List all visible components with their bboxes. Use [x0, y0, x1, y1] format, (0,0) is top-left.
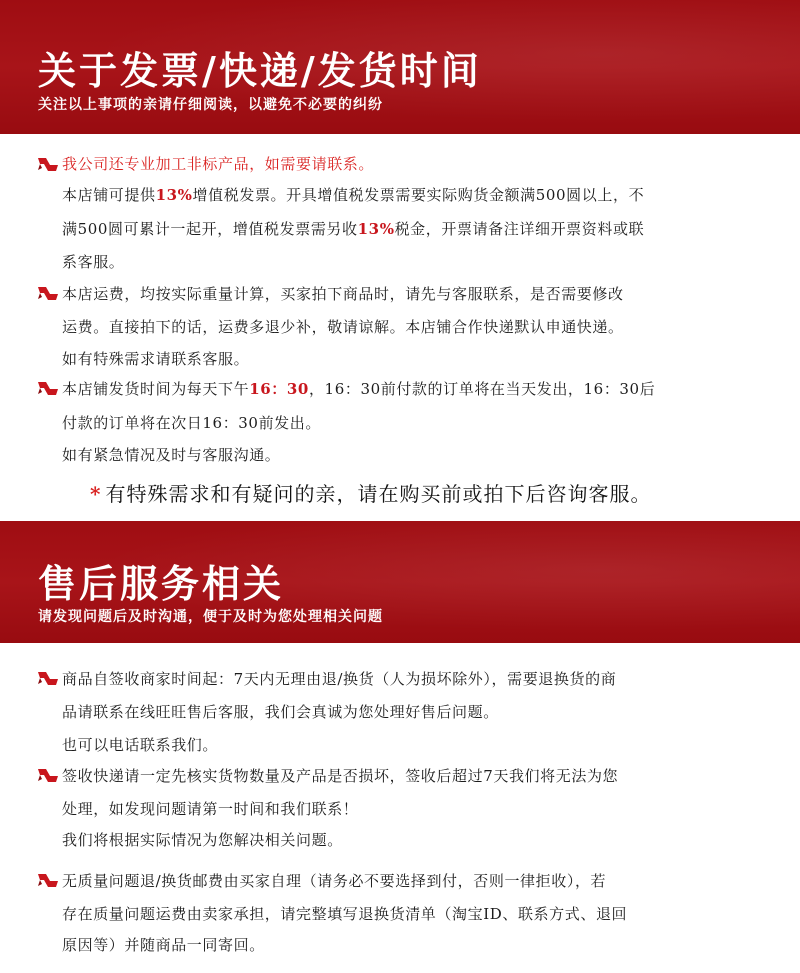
item2-line3: 我们将根据实际情况为您解决相关问题。	[62, 831, 343, 849]
item3-line1: 无质量问题退/换货邮费由买家自理（请务必不要选择到付，否则一律拒收），若	[62, 872, 607, 890]
notice-line	[90, 481, 651, 507]
header-banner-after-sales	[0, 521, 800, 643]
banner-title: 售后服务相关	[38, 561, 285, 606]
banner-title: 关于发票/快递/发货时间	[38, 48, 482, 93]
highlight-rate: 13%	[155, 186, 193, 204]
asterisk: *	[90, 482, 102, 506]
red-ribbon-bullet-icon	[36, 285, 60, 303]
red-ribbon-bullet-icon	[36, 156, 60, 174]
item1-heading: 我公司还专业加工非标产品，如需要请联系。	[62, 155, 375, 173]
item1-line1	[62, 185, 644, 205]
item2-line3: 如有特殊需求请联系客服。	[62, 350, 250, 368]
red-ribbon-bullet-icon	[36, 670, 60, 688]
item3-line2: 付款的订单将在次日16：30前发出。	[62, 414, 321, 432]
item2-line1: 本店运费，均按实际重量计算，买家拍下商品时，请先与客服联系，是否需要修改	[62, 285, 624, 303]
item3-line2: 存在质量问题运费由卖家承担，请完整填写退换货清单（淘宝ID、联系方式、退回	[62, 905, 628, 923]
item3-line1	[62, 379, 655, 399]
red-ribbon-bullet-icon	[36, 872, 60, 890]
item1-line2: 品请联系在线旺旺售后客服，我们会真诚为您处理好售后问题。	[62, 703, 499, 721]
notice-text: 有特殊需求和有疑问的亲，请在购买前或拍下后咨询客服。	[105, 482, 652, 506]
text: ，16：30前付款的订单将在当天发出，16：30后	[308, 380, 656, 398]
red-ribbon-bullet-icon	[36, 767, 60, 785]
text: 增值税发票。开具增值税发票需要实际购货金额满500圆以上，不	[192, 186, 645, 204]
banner-subtitle: 请发现问题后及时沟通，便于及时为您处理相关问题	[38, 609, 383, 625]
header-banner-invoice	[0, 0, 800, 134]
item1-line2	[62, 219, 644, 239]
red-ribbon-bullet-icon	[36, 380, 60, 398]
item2-line2: 处理，如发现问题请第一时间和我们联系！	[62, 800, 359, 818]
item1-line3: 系客服。	[62, 253, 125, 271]
text: 本店铺发货时间为每天下午	[62, 380, 250, 398]
item1-line3: 也可以电话联系我们。	[62, 736, 219, 754]
text: 满500圆可累计一起开，增值税发票需另收	[62, 220, 358, 238]
banner-subtitle: 关注以上事项的亲请仔细阅读，以避免不必要的纠纷	[38, 97, 383, 113]
item3-line3: 如有紧急情况及时与客服沟通。	[62, 446, 281, 464]
text: 本店铺可提供	[62, 186, 156, 204]
text: 税金，开票请备注详细开票资料或联	[394, 220, 645, 238]
highlight-time: 16：30	[249, 380, 309, 398]
highlight-rate: 13%	[357, 220, 395, 238]
item2-line1: 签收快递请一定先核实货物数量及产品是否损坏，签收后超过7天我们将无法为您	[62, 767, 619, 785]
item1-line1: 商品自签收商家时间起：7天内无理由退/换货（人为损坏除外），需要退换货的商	[62, 670, 617, 688]
item2-line2: 运费。直接拍下的话，运费多退少补，敬请谅解。本店铺合作快递默认申通快递。	[62, 318, 624, 336]
item3-line3: 原因等）并随商品一同寄回。	[62, 936, 265, 954]
